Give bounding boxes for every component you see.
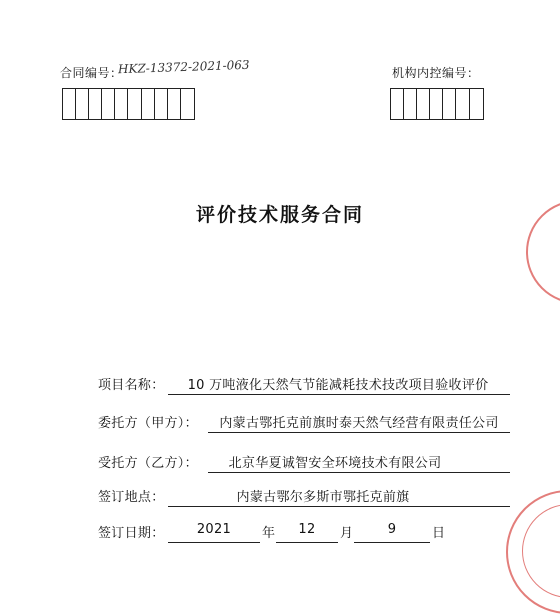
digit-box — [443, 89, 456, 119]
date-month: 12 — [298, 522, 316, 537]
contract-number-value: HKZ-13372-2021-063 — [117, 57, 250, 77]
date-year-underline — [168, 542, 260, 543]
digit-box — [470, 89, 483, 119]
location-underline — [168, 506, 510, 507]
client-value: 内蒙古鄂托克前旗时泰天然气经营有限责任公司 — [219, 416, 499, 431]
internal-control-number-boxes — [390, 88, 484, 120]
digit-box — [417, 89, 430, 119]
digit-box — [63, 89, 76, 119]
date-month-underline — [276, 542, 338, 543]
document-title: 评价技术服务合同 — [195, 204, 364, 226]
date-label: 签订日期： — [98, 526, 165, 541]
location-label: 签订地点： — [98, 490, 165, 505]
digit-box — [430, 89, 443, 119]
digit-box — [181, 89, 194, 119]
digit-box — [168, 89, 181, 119]
digit-box — [142, 89, 155, 119]
project-name-underline — [168, 394, 510, 395]
date-year-unit: 年 — [262, 526, 276, 541]
digit-box — [404, 89, 417, 119]
date-month-unit: 月 — [340, 526, 354, 541]
project-name-value: 10 万吨液化天然气节能减耗技术技改项目验收评价 — [187, 378, 489, 393]
location-value: 内蒙古鄂尔多斯市鄂托克前旗 — [236, 490, 410, 505]
digit-box — [102, 89, 115, 119]
digit-box — [128, 89, 141, 119]
date-year: 2021 — [196, 522, 232, 537]
contractor-underline — [208, 472, 510, 473]
contractor-value: 北京华夏诚智安全环境技术有限公司 — [228, 456, 442, 471]
digit-box — [76, 89, 89, 119]
digit-box — [456, 89, 469, 119]
date-day: 9 — [387, 522, 397, 537]
client-label: 委托方（甲方）： — [98, 416, 198, 431]
date-day-underline — [354, 542, 430, 543]
contract-number-boxes — [62, 88, 195, 120]
date-day-unit: 日 — [432, 526, 446, 541]
digit-box — [115, 89, 128, 119]
contract-number-label: 合同编号： — [60, 66, 123, 80]
client-underline — [208, 432, 510, 433]
digit-box — [391, 89, 404, 119]
project-name-label: 项目名称： — [98, 378, 165, 393]
digit-box — [89, 89, 102, 119]
contractor-label: 受托方（乙方）： — [98, 456, 198, 471]
digit-box — [155, 89, 168, 119]
internal-control-number-label: 机构内控编号： — [392, 66, 480, 80]
